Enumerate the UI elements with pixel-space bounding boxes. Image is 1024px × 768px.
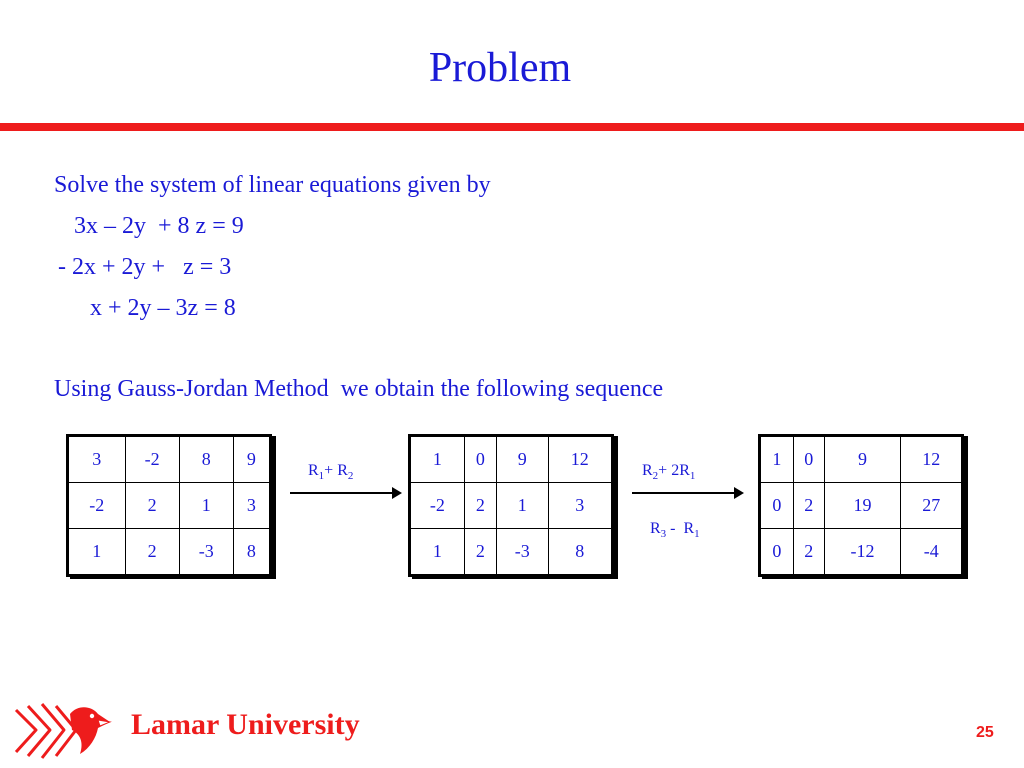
matrix-cell: 27 <box>901 483 963 529</box>
op-text: - R <box>666 520 695 537</box>
op-subscript: 1 <box>689 470 696 483</box>
matrix-cell: 2 <box>464 483 496 529</box>
op-subscript: 2 <box>652 470 659 483</box>
matrix-cell: 2 <box>464 529 496 576</box>
matrix-cell: 2 <box>125 483 179 529</box>
op-subscript: 3 <box>660 528 667 541</box>
matrix-cell: 0 <box>793 436 824 483</box>
matrix-cell: 0 <box>760 529 794 576</box>
matrix-row <box>68 436 271 483</box>
matrix-row <box>760 483 963 529</box>
matrix-row <box>68 529 271 576</box>
row-operation-1 <box>308 462 353 482</box>
matrix-cell: -12 <box>824 529 901 576</box>
matrix-row <box>760 436 963 483</box>
matrix-cell: 1 <box>179 483 233 529</box>
matrix-row <box>760 529 963 576</box>
op-text: + R <box>324 462 348 479</box>
matrix-cell: -2 <box>68 483 126 529</box>
op-text: R <box>308 462 319 479</box>
matrix-cell: -3 <box>179 529 233 576</box>
matrix-cell: 1 <box>760 436 794 483</box>
matrix-cell: -4 <box>901 529 963 576</box>
op-subscript: 1 <box>318 470 325 483</box>
matrix-cell: 12 <box>901 436 963 483</box>
op-text: + 2R <box>658 462 690 479</box>
matrix-cell: -2 <box>125 436 179 483</box>
title-divider <box>0 123 1024 131</box>
matrix-cell: 12 <box>548 436 612 483</box>
matrix-cell: 8 <box>548 529 612 576</box>
matrix-cell: -3 <box>496 529 548 576</box>
matrix-cell: 9 <box>233 436 270 483</box>
page-number: 25 <box>976 724 994 741</box>
matrix-cell: 0 <box>464 436 496 483</box>
op-subscript: 2 <box>347 470 354 483</box>
arrow-right-icon <box>632 492 742 494</box>
matrix-row <box>68 483 271 529</box>
matrix-cell: 1 <box>410 436 465 483</box>
matrix-cell: 19 <box>824 483 901 529</box>
matrix-cell: 1 <box>68 529 126 576</box>
equation-1: 3x – 2y + 8 z = 9 <box>74 213 244 239</box>
intro-text: Solve the system of linear equations given by <box>54 172 491 198</box>
matrix-cell: 0 <box>760 483 794 529</box>
op-text: R <box>642 462 653 479</box>
matrix-cell: 3 <box>233 483 270 529</box>
row-operation-2 <box>642 462 695 482</box>
op-subscript: 1 <box>694 528 700 541</box>
university-name: Lamar University <box>131 708 360 741</box>
matrix-cell: 9 <box>496 436 548 483</box>
matrix-2 <box>408 434 614 577</box>
method-text: Using Gauss-Jordan Method we obtain the following sequence <box>54 376 664 402</box>
matrix-row <box>410 483 613 529</box>
matrix-cell: 3 <box>548 483 612 529</box>
matrix-cell: 1 <box>496 483 548 529</box>
matrix-cell: 2 <box>793 483 824 529</box>
matrix-cell: -2 <box>410 483 465 529</box>
matrix-1 <box>66 434 272 577</box>
row-operation-3 <box>650 520 700 540</box>
op-text: R <box>650 520 661 537</box>
matrix-cell: 8 <box>233 529 270 576</box>
matrix-cell: 3 <box>68 436 126 483</box>
matrix-cell: 1 <box>410 529 465 576</box>
matrix-cell: 8 <box>179 436 233 483</box>
matrix-cell: 9 <box>824 436 901 483</box>
matrix-cell: 2 <box>125 529 179 576</box>
equation-3: x + 2y – 3z = 8 <box>90 295 236 321</box>
matrix-cell: 2 <box>793 529 824 576</box>
matrix-3 <box>758 434 964 577</box>
matrix-row <box>410 436 613 483</box>
slide-title: Problem <box>428 45 572 91</box>
cardinal-logo-icon <box>8 700 113 762</box>
matrix-row <box>410 529 613 576</box>
arrow-right-icon <box>290 492 400 494</box>
equation-2: - 2x + 2y + z = 3 <box>58 254 232 280</box>
